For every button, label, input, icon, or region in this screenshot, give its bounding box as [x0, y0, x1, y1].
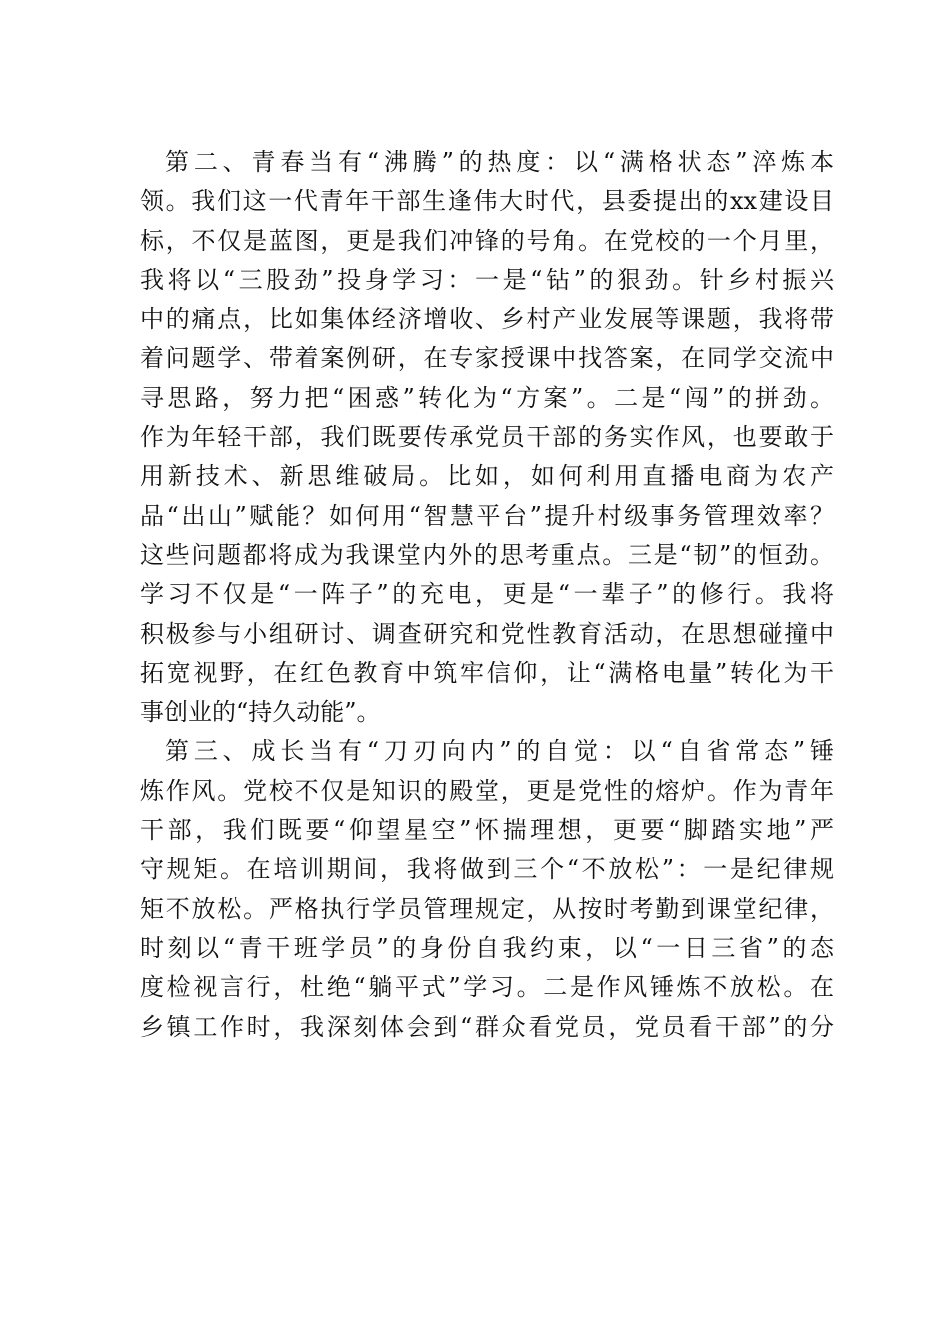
text-line: 作为年轻干部，我们既要传承党员干部的务实作风，也要敢于: [140, 423, 834, 452]
text-line: 学习不仅是“一阵子”的充电，更是“一辈子”的修行。我将: [140, 580, 834, 609]
text-line: 干部，我们既要“仰望星空”怀揣理想，更要“脚踏实地”严: [140, 816, 834, 845]
text-line: 我将以“三股劲”投身学习：一是“钻”的狠劲。针乡村振兴: [140, 265, 834, 294]
text-line: 领。我们这一代青年干部生逢伟大时代，县委提出的xx建设目: [140, 187, 834, 216]
text-line: 品“出山”赋能？如何用“智慧平台”提升村级事务管理效率？: [140, 501, 834, 530]
text-line: 矩不放松。严格执行学员管理规定，从按时考勤到课堂纪律，: [140, 894, 834, 923]
text-line: 标，不仅是蓝图，更是我们冲锋的号角。在党校的一个月里，: [140, 226, 834, 255]
text-line: 炼作风。党校不仅是知识的殿堂，更是党性的熔炉。作为青年: [140, 776, 834, 805]
text-line: 事创业的“持久动能”。: [140, 698, 381, 727]
text-line: 乡镇工作时，我深刻体会到“群众看党员，党员看干部”的分: [140, 1012, 834, 1041]
text-line: 守规矩。在培训期间，我将做到三个“不放松”：一是纪律规: [140, 855, 834, 884]
text-line: 第三、成长当有“刀刃向内”的自觉：以“自省常态”锤: [165, 737, 834, 766]
text-line: 中的痛点，比如集体经济增收、乡村产业发展等课题，我将带: [140, 305, 834, 334]
text-line: 这些问题都将成为我课堂内外的思考重点。三是“韧”的恒劲。: [140, 540, 834, 569]
text-line: 用新技术、新思维破局。比如，如何利用直播电商为农产: [140, 462, 834, 491]
text-line: 第二、青春当有“沸腾”的热度：以“满格状态”淬炼本: [165, 148, 834, 176]
document-body: [140, 143, 834, 1047]
text-line: 拓宽视野，在红色教育中筑牢信仰，让“满格电量”转化为干: [140, 658, 834, 687]
text-line: 度检视言行，杜绝“躺平式”学习。二是作风锤炼不放松。在: [140, 973, 834, 1002]
text-line: 着问题学、带着案例研，在专家授课中找答案，在同学交流中: [140, 344, 834, 373]
text-line: 时刻以“青干班学员”的身份自我约束，以“一日三省”的态: [140, 933, 834, 962]
text-line: 寻思路，努力把“困惑”转化为“方案”。二是“闯”的拼劲。: [140, 383, 834, 412]
text-line: 积极参与小组研讨、调查研究和党性教育活动，在思想碰撞中: [140, 619, 834, 648]
